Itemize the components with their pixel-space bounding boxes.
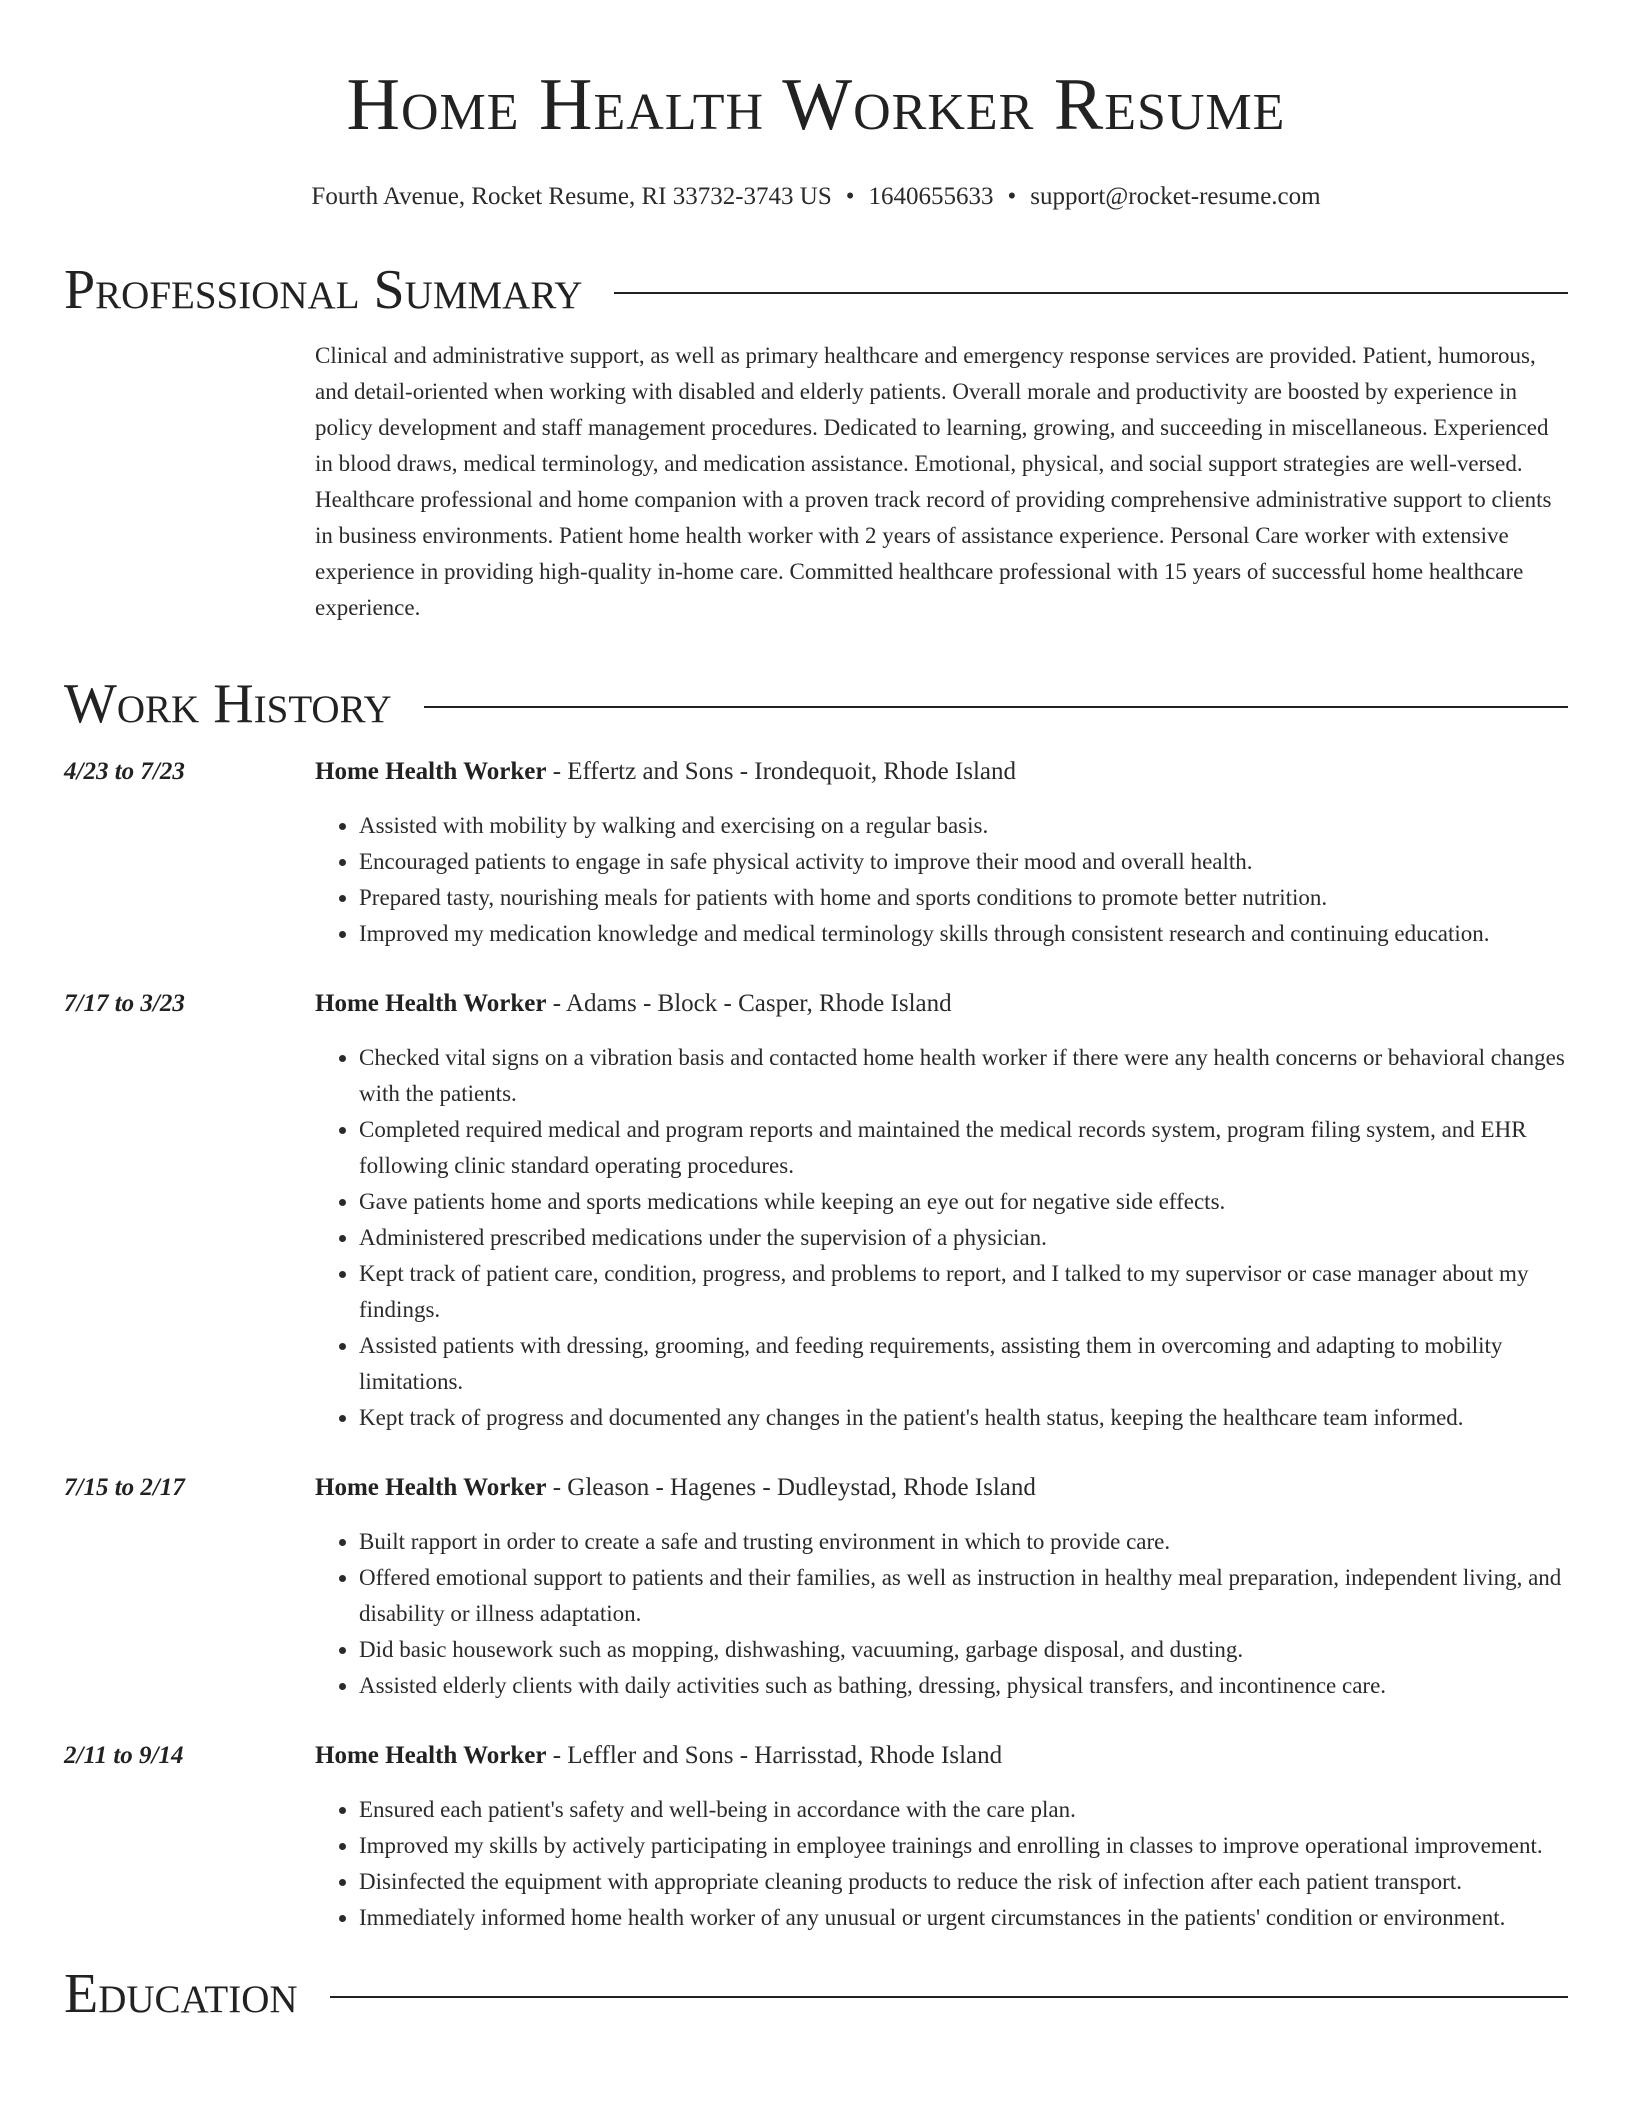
contact-separator: •: [1007, 183, 1017, 210]
job-bullet: • Gave patients home and sports medications while keeping an eye out for negative side effects.: [359, 1184, 1568, 1220]
section-divider: [424, 706, 1568, 708]
job-bullet: • Checked vital signs on a vibration basis and contacted home health worker if there were any health concerns or behavioral changes with the patients.: [359, 1040, 1568, 1112]
job-title-line: [315, 1470, 1568, 1506]
job-bullet: • Administered prescribed medications under the supervision of a physician.: [359, 1220, 1568, 1256]
job-dates: 2/11 to 9/14: [64, 1742, 184, 1769]
job-bullets: [315, 808, 1568, 952]
job-dates: 4/23 to 7/23: [64, 758, 185, 785]
summary-section-header: [64, 258, 1568, 322]
job-bullet: • Kept track of patient care, condition, progress, and problems to report, and I talked to my supervisor or case manager about my findings.: [359, 1256, 1568, 1328]
job-bullet: • Immediately informed home health worker of any unusual or urgent circumstances in the patients' condition or environment.: [359, 1900, 1568, 1936]
job-title-line: [315, 1738, 1568, 1774]
work-section-header: [64, 672, 1568, 736]
job-body: [315, 1470, 1568, 1704]
job-bullet: • Disinfected the equipment with appropriate cleaning products to reduce the risk of infection after each patient transport.: [359, 1864, 1568, 1900]
job-bullets: [315, 1040, 1568, 1436]
section-divider: [614, 292, 1568, 294]
education-section-header: [64, 1962, 1568, 2026]
job-bullet: • Improved my medication knowledge and medical terminology skills through consistent research and continuing education.: [359, 916, 1568, 952]
education-heading: Education: [64, 1963, 298, 2025]
job-bullet: • Ensured each patient's safety and well-being in accordance with the care plan.: [359, 1792, 1568, 1828]
job-bullet: • Assisted elderly clients with daily activities such as bathing, dressing, physical transfers, and incontinence care.: [359, 1668, 1568, 1704]
job-body: [315, 754, 1568, 952]
job-body: [315, 1738, 1568, 1936]
job-bullet: • Encouraged patients to engage in safe physical activity to improve their mood and overall health.: [359, 844, 1568, 880]
job-bullet: • Did basic housework such as mopping, dishwashing, vacuuming, garbage disposal, and dusting.: [359, 1632, 1568, 1668]
job-bullet: • Built rapport in order to create a safe and trusting environment in which to provide care.: [359, 1524, 1568, 1560]
job-role: Home Health Worker: [315, 1742, 547, 1769]
job-role: Home Health Worker: [315, 1474, 547, 1501]
job-dates: 7/17 to 3/23: [64, 990, 185, 1017]
job-title-line: [315, 754, 1568, 790]
job-dates: 7/15 to 2/17: [64, 1474, 185, 1501]
job-details: - Effertz and Sons - Irondequoit, Rhode Island: [546, 758, 1017, 785]
contact-separator: •: [845, 183, 855, 210]
job-entry: [64, 754, 1568, 952]
job-bullet: • Prepared tasty, nourishing meals for patients with home and sports conditions to promote better nutrition.: [359, 880, 1568, 916]
work-heading: Work History: [64, 673, 392, 735]
summary-text: Clinical and administrative support, as well as primary healthcare and emergency response services are provided. Patient, humorous, and detail-oriented when working with disabled and elderly patients. Overall morale and productivity are boosted by experience in policy development and staff management procedures. Dedicated to learning, growing, and succeeding in miscellaneous. Experienced in blood draws, medical terminology, and medication assistance. Emotional, physical, and social support strategies are well-versed. Healthcare professional and home companion with a proven track record of providing comprehensive administrative support to clients in business environments. Patient home health worker with 2 years of assistance experience. Personal Care worker with extensive experience in providing high-quality in-home care. Committed healthcare professional with 15 years of successful home healthcare experience.: [315, 343, 1552, 620]
job-bullets: [315, 1524, 1568, 1704]
job-entry: [64, 986, 1568, 1436]
summary-heading: Professional Summary: [64, 259, 583, 321]
job-role: Home Health Worker: [315, 758, 547, 785]
job-body: [315, 986, 1568, 1436]
job-details: - Leffler and Sons - Harrisstad, Rhode Island: [546, 1742, 1003, 1769]
section-divider: [330, 1996, 1568, 1998]
job-entry: [64, 1470, 1568, 1704]
job-bullet: • Kept track of progress and documented any changes in the patient's health status, keeping the healthcare team informed.: [359, 1400, 1568, 1436]
job-bullet: • Assisted patients with dressing, grooming, and feeding requirements, assisting them in overcoming and adapting to mobility limitations.: [359, 1328, 1568, 1400]
job-bullet: • Improved my skills by actively participating in employee trainings and enrolling in classes to improve operational improvement.: [359, 1828, 1568, 1864]
page-title: Home Health Worker Resume: [346, 64, 1286, 146]
job-bullet: • Completed required medical and program reports and maintained the medical records system, program filing system, and EHR following clinic standard operating procedures.: [359, 1112, 1568, 1184]
job-role: Home Health Worker: [315, 990, 547, 1017]
contact-address: Fourth Avenue, Rocket Resume, RI 33732-3743 US: [311, 183, 832, 210]
contact-email: support@rocket-resume.com: [1030, 183, 1321, 210]
contact-line: [64, 182, 1568, 212]
resume-page: [64, 0, 1568, 2026]
job-bullet: • Assisted with mobility by walking and exercising on a regular basis.: [359, 808, 1568, 844]
job-bullet: • Offered emotional support to patients and their families, as well as instruction in healthy meal preparation, independent living, and disability or illness adaptation.: [359, 1560, 1568, 1632]
job-details: - Gleason - Hagenes - Dudleystad, Rhode Island: [546, 1474, 1036, 1501]
job-details: - Adams - Block - Casper, Rhode Island: [546, 990, 952, 1017]
job-entry: [64, 1738, 1568, 1936]
job-bullets: [315, 1792, 1568, 1936]
job-title-line: [315, 986, 1568, 1022]
contact-phone: 1640655633: [868, 183, 994, 210]
